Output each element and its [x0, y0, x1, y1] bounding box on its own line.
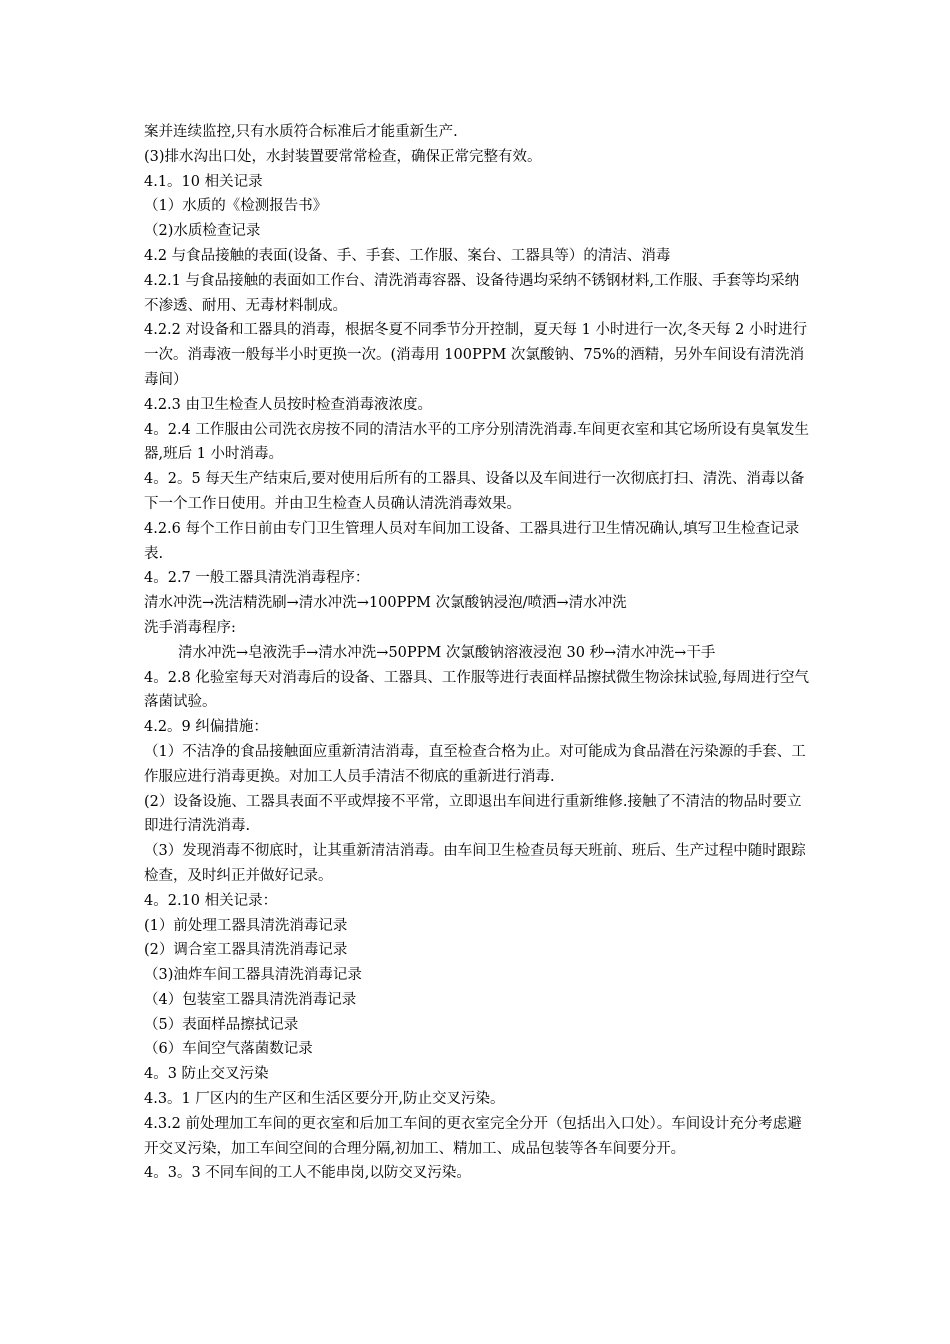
list-item: （6）车间空气落菌数记录 [144, 1041, 313, 1058]
text-line: 案并连续监控,只有水质符合标准后才能重新生产. [144, 124, 458, 140]
section-heading: 4.2。9 纠偏措施： [144, 719, 268, 736]
list-item: （3）发现消毒不彻底时，让其重新清洁消毒。由车间卫生检查员每天班前、班后、生产过程中随时跟踪检查，及时纠正并做好记录。 [144, 843, 806, 884]
text-line: (3)排水沟出口处，水封装置要常常检查，确保正常完整有效。 [144, 148, 542, 165]
list-item: （3)油炸车间工器具清洗消毒记录 [144, 967, 362, 984]
paragraph: 4.2.6 每个工作日前由专门卫生管理人员对车间加工设备、工器具进行卫生情况确认,填写卫生检查记录表. [144, 520, 800, 562]
document-body [144, 120, 812, 1186]
paragraph: 4。3。3 不同车间的工人不能串岗,以防交叉污染。 [144, 1165, 471, 1182]
paragraph: 4。2。5 每天生产结束后,要对使用后所有的工器具、设备以及车间进行一次彻底打扫、清洗、消毒以备下一个工作日使用。并由卫生检查人员确认清洗消毒效果。 [144, 471, 805, 512]
list-item: （4）包装室工器具清洗消毒记录 [144, 991, 357, 1008]
paragraph: 4。2.4 工作服由公司洗衣房按不同的清洁水平的工序分别清洗消毒.车间更衣室和其它场所设有臭氧发生器,班后 1 小时消毒。 [144, 421, 809, 463]
paragraph: 4.2.3 由卫生检查人员按时检查消毒液浓度。 [144, 396, 433, 413]
procedure-line: 清水冲洗→皂液洗手→清水冲洗→50PPM 次氯酸钠溶液浸泡 30 秒→清水冲洗→干手 [178, 644, 716, 661]
section-heading: 4.1。10 相关记录 [144, 173, 263, 190]
paragraph: 4.2.2 对设备和工器具的消毒，根据冬夏不同季节分开控制，夏天每 1 小时进行一次,冬天每 2 小时进行一次。消毒液一般每半小时更换一次。(消毒用 100PPM 次氯酸钠、75%的酒精，另外车间设有清洗消毒间） [144, 322, 807, 388]
list-item: （1）不洁净的食品接触面应重新清洁消毒，直至检查合格为止。对可能成为食品潜在污染源的手套、工作服应进行消毒更换。对加工人员手清洁不彻底的重新进行消毒. [144, 743, 806, 785]
paragraph: 4。2.8 化验室每天对消毒后的设备、工器具、工作服等进行表面样品擦拭微生物涂抹试验,每周进行空气落菌试验。 [144, 669, 809, 711]
paragraph: 4.2.1 与食品接触的表面如工作台、清洗消毒容器、设备待遇均采纳不锈钢材料,工作服、手套等均采纳不渗透、耐用、无毒材料制成。 [144, 272, 800, 314]
paragraph: 4.3。1 厂区内的生产区和生活区要分开,防止交叉污染。 [144, 1091, 505, 1108]
section-heading: 4。2.7 一般工器具清洗消毒程序： [144, 570, 370, 587]
section-heading: 4。2.10 相关记录： [144, 892, 278, 909]
list-item: （2)水质检查记录 [144, 223, 261, 240]
list-item: （5）表面样品擦拭记录 [144, 1016, 299, 1033]
procedure-line: 清水冲洗→洗洁精洗刷→清水冲洗→100PPM 次氯酸钠浸泡/喷洒→清水冲洗 [144, 595, 627, 612]
list-item: (1）前处理工器具清洗消毒记录 [144, 917, 348, 934]
list-item: (2）调合室工器具清洗消毒记录 [144, 942, 348, 959]
section-heading: 4。3 防止交叉污染 [144, 1066, 269, 1083]
paragraph: 4.3.2 前处理加工车间的更衣室和后加工车间的更衣室完全分开（包括出入口处）。车间设计充分考虑避开交叉污染，加工车间空间的合理分隔,初加工、精加工、成品包装等各车间要分开。 [144, 1115, 802, 1157]
section-heading: 4.2 与食品接触的表面(设备、手、手套、工作服、案台、工器具等）的清洁、消毒 [144, 247, 671, 264]
list-item: （1）水质的《检测报告书》 [144, 198, 328, 215]
procedure-heading: 洗手消毒程序: [144, 619, 236, 636]
list-item: (2）设备设施、工器具表面不平或焊接不平常，立即退出车间进行重新维修.接触了不清洁的物品时要立即进行清洗消毒. [144, 793, 802, 835]
